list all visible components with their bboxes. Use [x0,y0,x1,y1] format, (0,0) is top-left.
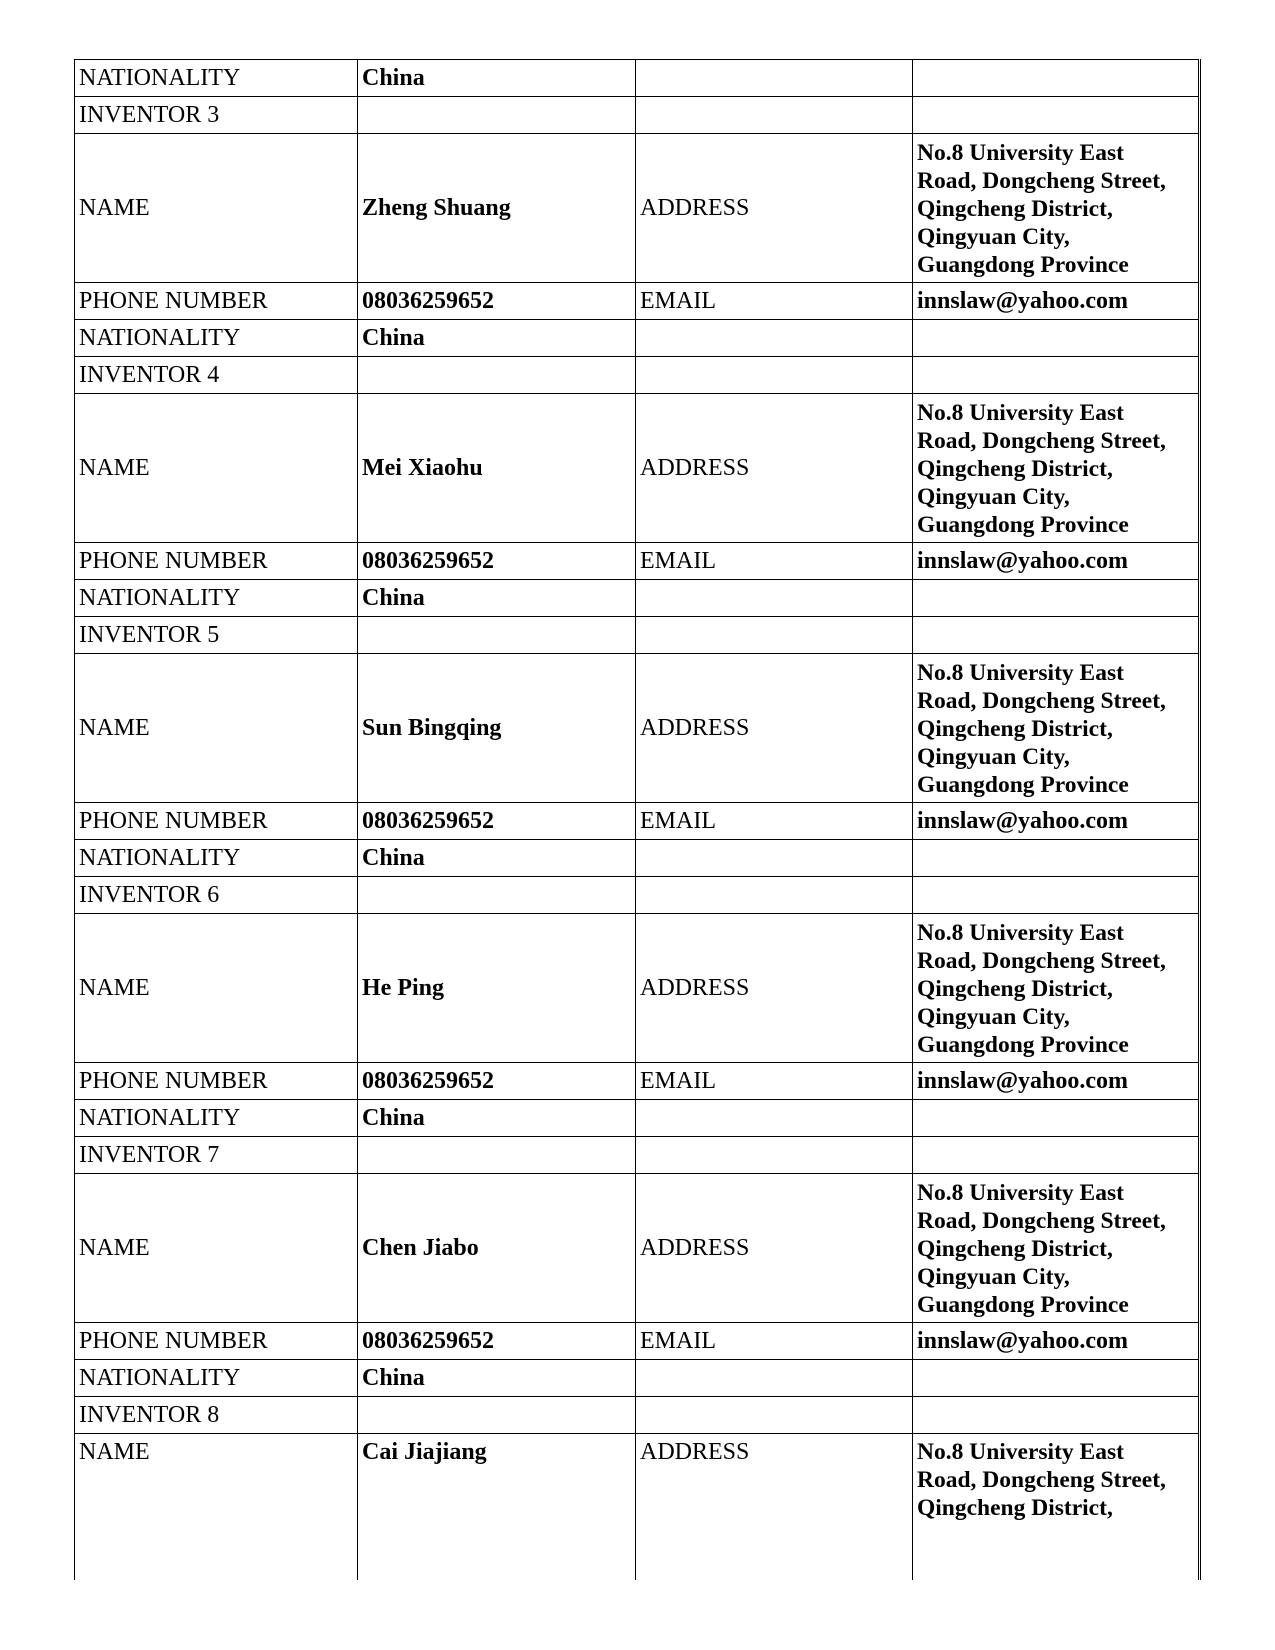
empty-cell [358,877,636,914]
address-line: Guangdong Province [917,1291,1129,1318]
empty-cell [913,617,1200,654]
inventor-contact-row [75,543,1200,580]
inventor-heading-row [75,357,1200,394]
address-line: Qingyuan City, [917,483,1070,510]
name-label: NAME [75,1434,358,1580]
empty-cell [636,617,913,654]
inventor-contact-row [75,1063,1200,1100]
email-label: EMAIL [636,1063,913,1100]
inventor-heading: INVENTOR 6 [75,877,358,914]
address-label: ADDRESS [636,914,913,1063]
inventor-nationality-row [75,580,1200,617]
inventor-email: innslaw@yahoo.com [913,1063,1200,1100]
address-label: ADDRESS [636,134,913,283]
inventor-name: Sun Bingqing [358,654,636,803]
inventor-contact-row [75,283,1200,320]
inventor-heading-row [75,617,1200,654]
address-line: Road, Dongcheng Street, [917,1207,1166,1234]
empty-cell [636,357,913,394]
nationality-label: NATIONALITY [75,60,358,97]
empty-cell [636,1100,913,1137]
email-label: EMAIL [636,1323,913,1360]
empty-cell [636,1397,913,1434]
inventor-heading-row [75,1397,1200,1434]
inventor-nationality: China [358,1360,636,1397]
name-label: NAME [75,134,358,283]
empty-cell [358,97,636,134]
empty-cell [636,1360,913,1397]
nationality-label: NATIONALITY [75,1360,358,1397]
inventor-nationality: China [358,320,636,357]
empty-cell [913,840,1200,877]
inventor-phone: 08036259652 [358,283,636,320]
email-label: EMAIL [636,543,913,580]
empty-cell [358,357,636,394]
inventor-name-row [75,1174,1200,1323]
inventor-heading: INVENTOR 4 [75,357,358,394]
email-label: EMAIL [636,283,913,320]
empty-cell [913,97,1200,134]
inventor-phone: 08036259652 [358,543,636,580]
inventor-phone: 08036259652 [358,1323,636,1360]
inventor-address [913,654,1200,803]
empty-cell [913,320,1200,357]
name-label: NAME [75,914,358,1063]
phone-label: PHONE NUMBER [75,543,358,580]
inventor-heading: INVENTOR 5 [75,617,358,654]
address-line: Guangdong Province [917,511,1129,538]
name-label: NAME [75,394,358,543]
empty-cell [358,1137,636,1174]
inventor-heading: INVENTOR 7 [75,1137,358,1174]
inventor-phone: 08036259652 [358,1063,636,1100]
inventor-email: innslaw@yahoo.com [913,543,1200,580]
empty-cell [913,1100,1200,1137]
address-line: No.8 University East [917,1439,1124,1465]
address-line: Qingcheng District, [917,195,1113,222]
address-line: Road, Dongcheng Street, [917,1467,1166,1493]
inventor-nationality-row [75,1100,1200,1137]
address-line: Road, Dongcheng Street, [917,167,1166,194]
nationality-label: NATIONALITY [75,580,358,617]
inventor-email: innslaw@yahoo.com [913,283,1200,320]
address-line: Road, Dongcheng Street, [917,947,1166,974]
address-line: Qingcheng District, [917,715,1113,742]
address-line: No.8 University East [917,399,1124,426]
inventor-phone: 08036259652 [358,803,636,840]
empty-cell [913,60,1200,97]
phone-label: PHONE NUMBER [75,1063,358,1100]
nationality-label: NATIONALITY [75,840,358,877]
address-line: Road, Dongcheng Street, [917,687,1166,714]
address-line: Qingyuan City, [917,1263,1070,1290]
name-label: NAME [75,1174,358,1323]
address-line: Qingcheng District, [917,975,1113,1002]
inventor-heading-row [75,97,1200,134]
address-line: Qingyuan City, [917,1003,1070,1030]
inventor-address [913,134,1200,283]
empty-cell [913,877,1200,914]
inventor-address [913,1434,1200,1580]
empty-cell [636,840,913,877]
inventor-address [913,1174,1200,1323]
empty-cell [636,97,913,134]
inventor-nationality: China [358,840,636,877]
inventor-address [913,394,1200,543]
inventor-name: Mei Xiaohu [358,394,636,543]
inventor-name-row [75,394,1200,543]
empty-cell [913,1397,1200,1434]
inventor-name-row [75,914,1200,1063]
inventor-nationality: China [358,1100,636,1137]
email-label: EMAIL [636,803,913,840]
address-line: Qingyuan City, [917,743,1070,770]
nationality-row [75,60,1200,97]
address-line: No.8 University East [917,919,1124,946]
phone-label: PHONE NUMBER [75,283,358,320]
nationality-value: China [358,60,636,97]
address-line: No.8 University East [917,1179,1124,1206]
inventor-email: innslaw@yahoo.com [913,803,1200,840]
empty-cell [636,580,913,617]
inventor-name: Cai Jiajiang [358,1434,636,1580]
inventor-email: innslaw@yahoo.com [913,1323,1200,1360]
empty-cell [358,1397,636,1434]
inventor-name: Zheng Shuang [358,134,636,283]
inventor-details-body [75,60,1200,1580]
empty-cell [913,1137,1200,1174]
inventor-name: Chen Jiabo [358,1174,636,1323]
address-label: ADDRESS [636,1434,913,1580]
inventor-contact-row [75,803,1200,840]
empty-cell [636,1137,913,1174]
address-line: Road, Dongcheng Street, [917,427,1166,454]
empty-cell [913,357,1200,394]
address-line: No.8 University East [917,139,1124,166]
empty-cell [636,320,913,357]
address-label: ADDRESS [636,1174,913,1323]
inventor-nationality-row [75,1360,1200,1397]
name-label: NAME [75,654,358,803]
inventor-details-table [74,59,1201,1580]
empty-cell [358,617,636,654]
address-line: Qingcheng District, [917,1235,1113,1262]
phone-label: PHONE NUMBER [75,1323,358,1360]
address-line: Qingyuan City, [917,223,1070,250]
inventor-nationality-row [75,320,1200,357]
nationality-label: NATIONALITY [75,320,358,357]
address-line: Guangdong Province [917,1031,1129,1058]
empty-cell [913,580,1200,617]
inventor-name-row [75,654,1200,803]
address-label: ADDRESS [636,654,913,803]
address-line: Qingcheng District, [917,1495,1113,1521]
inventor-heading-row [75,1137,1200,1174]
address-line: No.8 University East [917,659,1124,686]
inventor-name: He Ping [358,914,636,1063]
inventor-address [913,914,1200,1063]
inventor-contact-row [75,1323,1200,1360]
inventor-name-row [75,134,1200,283]
inventor-nationality: China [358,580,636,617]
address-line: Qingcheng District, [917,455,1113,482]
phone-label: PHONE NUMBER [75,803,358,840]
inventor-heading: INVENTOR 8 [75,1397,358,1434]
nationality-label: NATIONALITY [75,1100,358,1137]
address-label: ADDRESS [636,394,913,543]
inventor-heading: INVENTOR 3 [75,97,358,134]
empty-cell [913,1360,1200,1397]
inventor-nationality-row [75,840,1200,877]
address-line: Guangdong Province [917,251,1129,278]
address-line: Guangdong Province [917,771,1129,798]
empty-cell [636,877,913,914]
inventor-name-row [75,1434,1200,1580]
inventor-heading-row [75,877,1200,914]
empty-cell [636,60,913,97]
